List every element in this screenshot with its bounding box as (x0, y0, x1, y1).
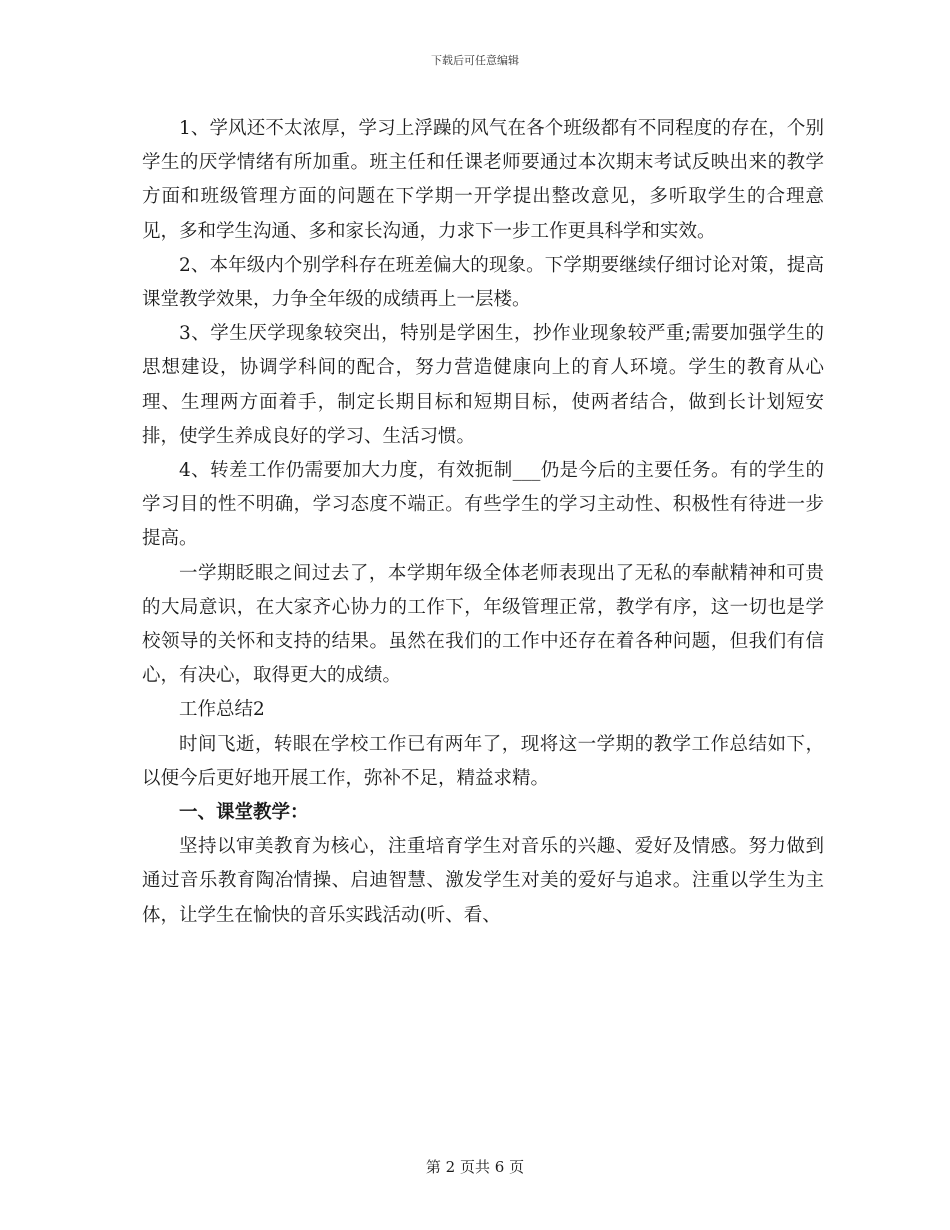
paragraph-issue-2: 2、本年级内个别学科存在班差偏大的现象。下学期要继续仔细讨论对策，提高课堂教学效果，力争全年级的成绩再上一层楼。 (142, 254, 824, 311)
paragraph-issue-1: 1、学风还不太浓厚，学习上浮躁的风气在各个班级都有不同程度的存在，个别学生的厌学情绪有所加重。班主任和任课老师要通过本次期末考试反映出来的教学方面和班级管理方面的问题在下学期一开学提出整改意见，多听取学生的合理意见，多和学生沟通、多和家长沟通，力求下一步工作更具科学和实效。 (142, 118, 824, 242)
paragraph-classroom-teaching: 坚持以审美教育为核心，注重培育学生对音乐的兴趣、爱好及情感。努力做到通过音乐教育陶冶情操、启迪智慧、激发学生对美的爱好与追求。注重以学生为主体，让学生在愉快的音乐实践活动(听、看、 (142, 836, 824, 926)
page-header-note: 下载后可任意编辑 (431, 54, 519, 67)
heading-classroom-teaching: 一、课堂教学： (179, 802, 309, 824)
page-number: 第 2 页共 6 页 (425, 1158, 525, 1176)
paragraph-issue-3: 3、学生厌学现象较突出，特别是学困生，抄作业现象较严重;需要加强学生的思想建设，协调学科间的配合，努力营造健康向上的育人环境。学生的教育从心理、生理两方面着手，制定长期目标和短期目标，使两者结合，做到长计划短安排，使学生养成良好的学习、生活习惯。 (142, 323, 824, 447)
section-title-summary-2: 工作总结2 (179, 699, 265, 721)
paragraph-issue-4: 4、转差工作仍需要加大力度，有效扼制___仍是今后的主要任务。有的学生的学习目的性不明确，学习态度不端正。有些学生的学习主动性、积极性有待进一步提高。 (142, 460, 824, 550)
paragraph-conclusion: 一学期眨眼之间过去了，本学期年级全体老师表现出了无私的奉献精神和可贵的大局意识，在大家齐心协力的工作下，年级管理正常，教学有序，这一切也是学校领导的关怀和支持的结果。虽然在我们的工作中还存在着各种问题，但我们有信心，有决心，取得更大的成绩。 (142, 562, 824, 687)
paragraph-intro: 时间飞逝，转眼在学校工作已有两年了，现将这一学期的教学工作总结如下，以便今后更好地开展工作，弥补不足，精益求精。 (142, 733, 824, 789)
document-body (142, 112, 824, 933)
